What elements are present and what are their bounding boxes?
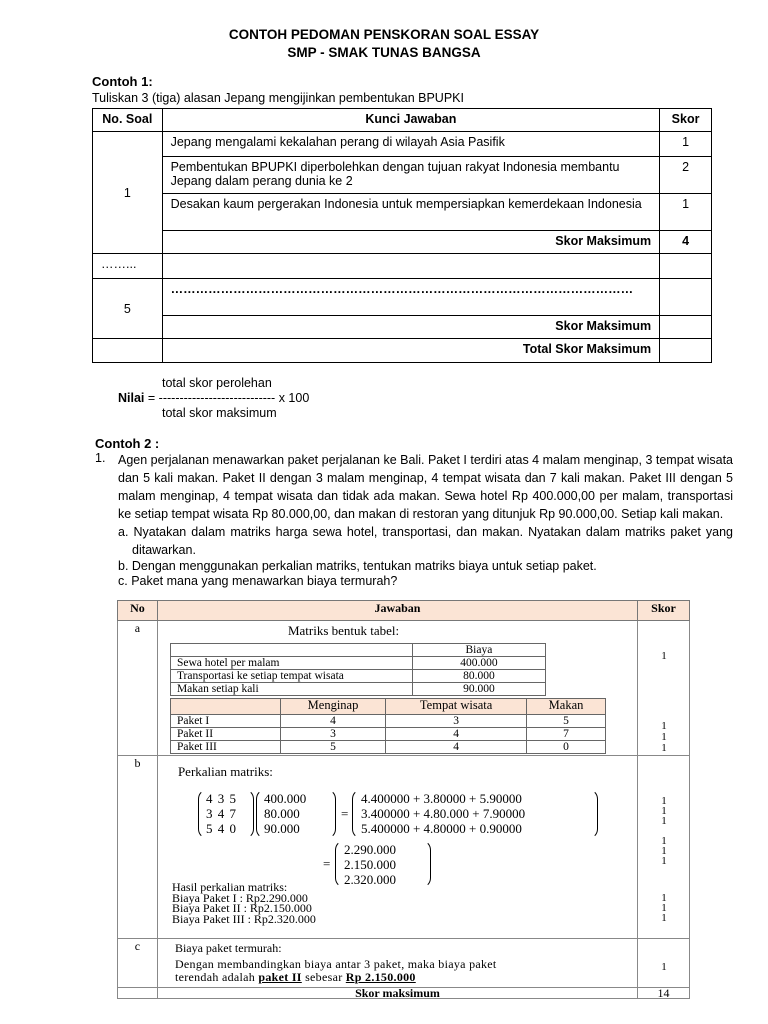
pkg-header: Makan: [527, 699, 606, 715]
pkg-label: Paket II: [170, 728, 280, 741]
pkg-label: Paket I: [170, 715, 280, 728]
part-c-title: Biaya paket termurah:: [174, 941, 282, 955]
cost-label: Makan setiap kali: [170, 683, 412, 696]
no-soal: 1: [93, 132, 163, 254]
score: 1: [661, 731, 667, 743]
cost-value: 400.000: [412, 657, 545, 670]
pkg-value: 7: [527, 728, 606, 741]
skor-maks-label: Skor Maksimum: [162, 316, 660, 339]
cost-value: 80.000: [412, 670, 545, 683]
pkg-value: 3: [386, 715, 527, 728]
cost-label: Transportasi ke setiap tempat wisata: [170, 670, 412, 683]
part-a-title: Matriks bentuk tabel:: [287, 623, 400, 638]
matrix-row: 5 4 0: [205, 821, 237, 836]
total-score: 14: [638, 988, 690, 999]
formula-line: = ---------------------------- x 100: [147, 391, 310, 405]
formula-denominator: total skor maksimum: [162, 406, 277, 420]
matrix-row: 3 4 7: [205, 806, 237, 821]
score: 1: [661, 855, 667, 867]
header-no: No. Soal: [93, 109, 163, 132]
formula-nilai: Nilai: [118, 391, 145, 405]
header-no: No: [118, 601, 158, 621]
question-a: a. Nyatakan dalam matriks harga sewa hotel, transportasi, dan makan. Nyatakan dalam matriks paket yang ditawarkan.: [118, 525, 733, 557]
equals-sign: =: [340, 806, 349, 821]
hasil-label: Hasil perkalian matriks:: [171, 880, 288, 894]
answer-table: [117, 600, 690, 999]
dots-answer: …………………………………………………………………………………………………: [162, 279, 660, 316]
package-table: [170, 698, 606, 754]
answer: Jepang mengalami kekalahan perang di wilayah Asia Pasifik: [162, 132, 660, 157]
score: 2: [660, 157, 712, 194]
score: 1: [661, 650, 667, 662]
score: 1: [661, 892, 667, 904]
pkg-value: 5: [280, 741, 385, 754]
score: 1: [660, 194, 712, 231]
matrix-row: 2.320.000: [343, 872, 396, 887]
scoring-table-1: [92, 108, 712, 363]
pkg-value: 4: [386, 741, 527, 754]
part-b-title: Perkalian matriks:: [177, 764, 273, 779]
score: 1: [661, 742, 667, 754]
pkg-header: Menginap: [280, 699, 385, 715]
matrix-row: 80.000: [263, 806, 300, 821]
score: 1: [661, 902, 667, 914]
contoh1-question: Tuliskan 3 (tiga) alasan Jepang mengijinkan pembentukan BPUPKI: [92, 91, 464, 105]
conclusion-text: sebesar: [301, 970, 346, 984]
conclusion-text: terendah adalah: [174, 970, 259, 984]
pkg-value: 5: [527, 715, 606, 728]
pkg-label: Paket III: [170, 741, 280, 754]
cost-table: [170, 643, 546, 696]
score: 1: [661, 795, 667, 807]
matrix-row: 90.000: [263, 821, 300, 836]
skor-maks-label: Skor Maksimum: [162, 231, 660, 254]
header-kunci: Kunci Jawaban: [162, 109, 660, 132]
score: 1: [660, 132, 712, 157]
pkg-value: 0: [527, 741, 606, 754]
doc-subtitle: SMP - SMAK TUNAS BANGSA: [287, 45, 481, 60]
matrix-row: 5.400000 + 4.80000 + 0.90000: [360, 821, 522, 836]
result-line: Biaya Paket III : Rp2.320.000: [171, 911, 316, 926]
matrix-row: 3.400000 + 4.80.000 + 7.90000: [360, 806, 526, 821]
part-c-label: c: [118, 939, 158, 988]
question-b: b. Dengan menggunakan perkalian matriks, tentukan matriks biaya untuk setiap paket.: [118, 559, 597, 573]
answer: Desakan kaum pergerakan Indonesia untuk mempersiapkan kemerdekaan Indonesia: [162, 194, 660, 231]
cheapest-package: paket II: [258, 970, 302, 984]
question-paragraph: Agen perjalanan menawarkan paket perjalanan ke Bali. Paket I terdiri atas 4 malam menginap, 3 tempat wisata dan 5 kali makan. Paket II dengan 3 malam menginap, 4 tempat wisata dan 7 kali makan. Paket III dengan 5 malam menginap, 4 tempat wisata dan tidak ada makan. Sewa hotel Rp 400.000,00 per malam, transportasi ke setiap tempat wisata Rp 80.000,00, dan makan di restoran yang ditunjuk Rp 90.000,00. Setiap kali makan.: [118, 453, 733, 521]
pkg-value: 4: [386, 728, 527, 741]
result-line: Biaya Paket I : Rp2.290.000: [171, 890, 308, 905]
skor-maks-value: 4: [660, 231, 712, 254]
doc-title: CONTOH PEDOMAN PENSKORAN SOAL ESSAY: [228, 27, 540, 42]
matrix-row: 2.290.000: [343, 842, 396, 857]
formula-numerator: total skor perolehan: [162, 376, 272, 390]
result-line: Biaya Paket II : Rp2.150.000: [171, 901, 312, 915]
pkg-header: Tempat wisata: [386, 699, 527, 715]
cost-header: Biaya: [412, 644, 545, 657]
contoh2-heading: Contoh 2 :: [95, 436, 160, 451]
score: 1: [661, 912, 667, 924]
part-a-label: a: [118, 621, 158, 756]
score: 1: [661, 835, 667, 847]
header-skor: Skor: [660, 109, 712, 132]
cheapest-cost: Rp 2.150.000: [345, 970, 416, 984]
part-b-label: b: [118, 756, 158, 939]
question-number: 1.: [95, 451, 106, 465]
score: 1: [661, 961, 667, 973]
dots-no: ……...: [93, 254, 163, 279]
total-label: Skor maksimum: [157, 988, 637, 999]
matrix-row: 4.400000 + 3.80000 + 5.90000: [360, 791, 522, 806]
contoh1-heading: Contoh 1:: [92, 74, 153, 89]
matrix-row: 4 3 5: [205, 791, 237, 806]
score: 1: [661, 845, 667, 857]
cost-label: Sewa hotel per malam: [170, 657, 412, 670]
score: 1: [661, 805, 667, 817]
header-jawaban: Jawaban: [157, 601, 637, 621]
total-skor-label: Total Skor Maksimum: [162, 339, 660, 363]
pkg-value: 4: [280, 715, 385, 728]
no-soal: 5: [93, 279, 163, 339]
header-skor: Skor: [638, 601, 690, 621]
matrix-row: 2.150.000: [343, 857, 396, 872]
matrix-row: 400.000: [263, 791, 307, 806]
answer: Pembentukan BPUPKI diperbolehkan dengan tujuan rakyat Indonesia membantu Jepang dalam perang dunia ke 2: [162, 157, 660, 194]
score: 1: [661, 815, 667, 827]
pkg-value: 3: [280, 728, 385, 741]
equals-sign: =: [322, 856, 331, 871]
question-c: c. Paket mana yang menawarkan biaya termurah?: [118, 574, 398, 588]
cost-value: 90.000: [412, 683, 545, 696]
score: 1: [661, 720, 667, 732]
conclusion-line: Dengan membandingkan biaya antar 3 paket, maka biaya paket: [174, 957, 497, 971]
